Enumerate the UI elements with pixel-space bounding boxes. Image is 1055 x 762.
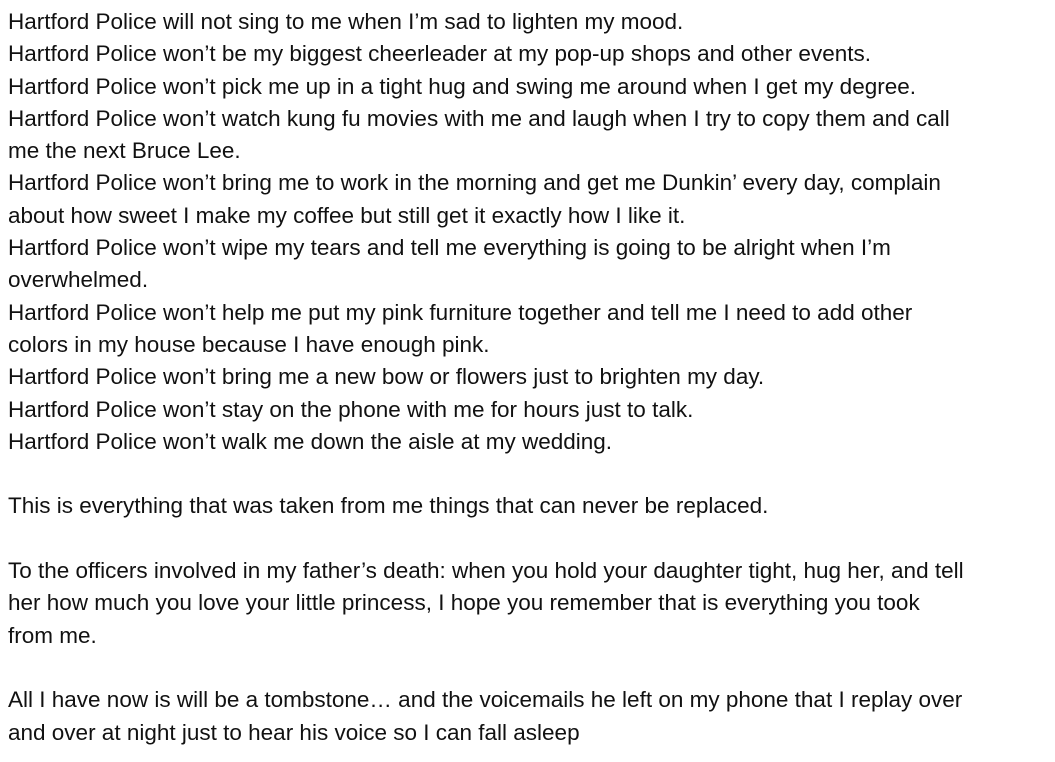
paragraph-gap xyxy=(8,458,1048,490)
text-line: Hartford Police won’t pick me up in a tight hug and swing me around when I get my degree. xyxy=(8,73,916,99)
paragraph-taken xyxy=(8,490,1048,522)
text-line: Hartford Police won’t wipe my tears and tell me everything is going to be alright when I’m xyxy=(8,235,891,261)
text-line: Hartford Police won’t watch kung fu movies with me and laugh when I try to copy them and call xyxy=(8,105,950,131)
text-line: Hartford Police won’t help me put my pink furniture together and tell me I need to add other xyxy=(8,299,913,325)
text-line: Hartford Police won’t walk me down the aisle at my wedding. xyxy=(8,428,613,454)
text-line: overwhelmed. xyxy=(8,267,149,293)
text-line: from me. xyxy=(8,622,97,648)
paragraph-officers xyxy=(8,555,1048,652)
text-line: and over at night just to hear his voice so I can fall asleep xyxy=(8,719,580,745)
text-line: Hartford Police will not sing to me when I’m sad to lighten my mood. xyxy=(8,9,684,34)
list-block xyxy=(8,6,1048,458)
paragraph-tombstone xyxy=(8,684,1048,749)
text-line: This is everything that was taken from me things that can never be replaced. xyxy=(8,493,769,519)
text-line: Hartford Police won’t bring me to work in the morning and get me Dunkin’ every day, complain xyxy=(8,170,941,196)
text-line: me the next Bruce Lee. xyxy=(8,138,241,164)
text-line: Hartford Police won’t bring me a new bow or flowers just to brighten my day. xyxy=(8,364,765,390)
text-line: To the officers involved in my father’s death: when you hold your daughter tight, hug her, and tell xyxy=(8,558,964,584)
paragraph-gap xyxy=(8,523,1048,555)
text-line: colors in my house because I have enough pink. xyxy=(8,331,490,357)
text-line: Hartford Police won’t stay on the phone with me for hours just to talk. xyxy=(8,396,694,422)
document-body xyxy=(8,6,1048,749)
text-line: Hartford Police won’t be my biggest cheerleader at my pop-up shops and other events. xyxy=(8,41,871,67)
paragraph-gap xyxy=(8,652,1048,684)
text-line: All I have now is will be a tombstone… and the voicemails he left on my phone that I replay over xyxy=(8,687,963,713)
text-line: about how sweet I make my coffee but still get it exactly how I like it. xyxy=(8,202,686,228)
text-line: her how much you love your little princess, I hope you remember that is everything you took xyxy=(8,590,920,616)
